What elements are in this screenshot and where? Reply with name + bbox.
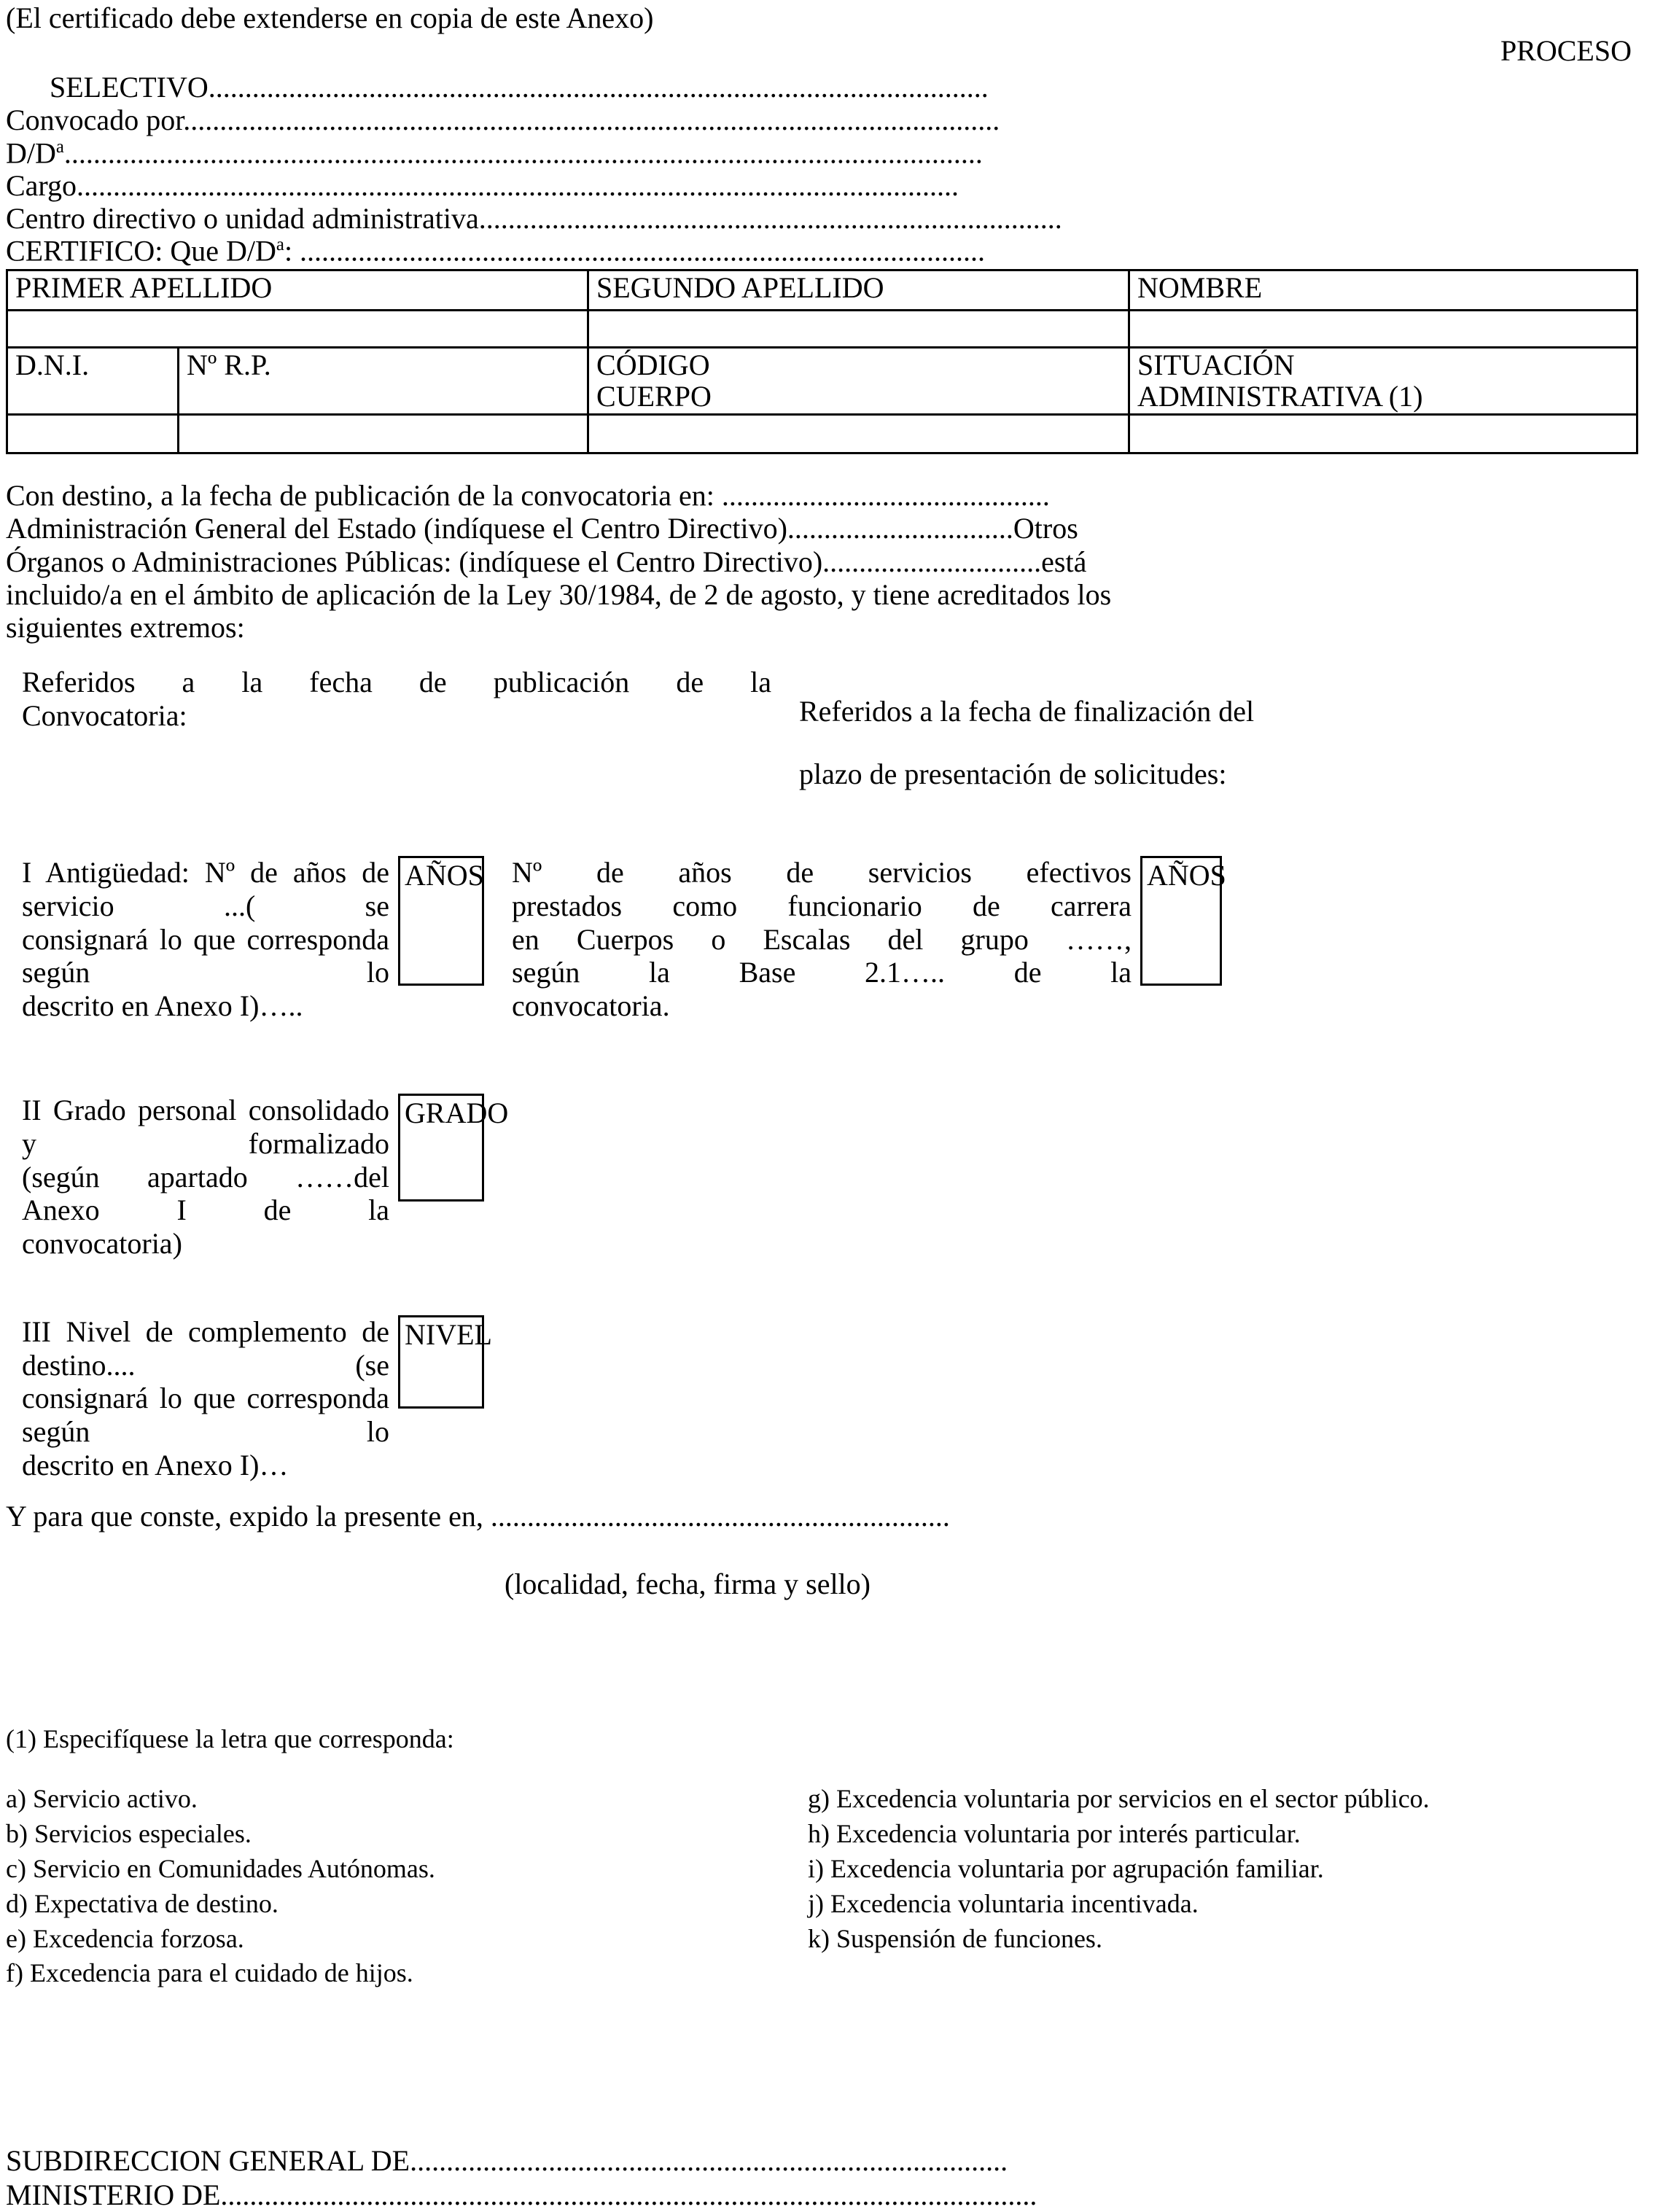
- column-headings: [6, 666, 1636, 819]
- box-nivel-label: NIVEL: [405, 1318, 492, 1352]
- identity-table: [6, 269, 1638, 454]
- footnote-item-g: g) Excedencia voluntaria por servicios en el sector público.: [808, 1784, 1430, 1814]
- box-anos-right[interactable]: [1140, 856, 1226, 986]
- input-dni[interactable]: [7, 415, 179, 453]
- input-nrp[interactable]: [179, 415, 588, 453]
- row-antiguedad: [6, 856, 1636, 1022]
- footnote-item-i: i) Excedencia voluntaria por agrupación familiar.: [808, 1853, 1324, 1883]
- left-heading-line2: Convocatoria:: [22, 698, 187, 732]
- right-heading-line1: Referidos a la fecha de finalización del: [799, 695, 1255, 728]
- box-nivel[interactable]: [398, 1315, 492, 1409]
- left-heading-line1: Referidos a la fecha de publicación de la: [22, 666, 771, 699]
- box-anos-left-label: AÑOS: [405, 859, 484, 892]
- box-anos-right-label: AÑOS: [1147, 859, 1226, 892]
- item-right-line3: en Cuerpos o Escalas del grupo ……,: [512, 922, 1132, 956]
- input-primer-apellido[interactable]: [7, 311, 588, 348]
- header-segundo-apellido: SEGUNDO APELLIDO: [588, 270, 1129, 311]
- footnote-item-k: k) Suspensión de funciones.: [808, 1923, 1102, 1953]
- row-nivel: [6, 1315, 1636, 1481]
- right-column-heading: [771, 666, 1632, 819]
- situacion-line1: SITUACIÓN: [1137, 348, 1295, 382]
- item-right-line4: según la Base 2.1….. de la: [512, 956, 1132, 989]
- item-I-line1: I Antigüedad: Nº de años de servicio ...( se: [22, 856, 389, 922]
- cargo-line: Cargo.........................................................................................................................: [6, 168, 959, 202]
- header-nrp: Nº R.P.: [179, 348, 588, 415]
- proceso-label: PROCESO: [1500, 34, 1632, 67]
- convocado-por-line: Convocado por................................................................................................................: [6, 103, 1000, 136]
- item-I-text: [6, 856, 398, 1022]
- footnote-item-b: b) Servicios especiales.: [6, 1818, 252, 1848]
- right-heading-line2: plazo de presentación de solicitudes:: [799, 757, 1227, 790]
- expido-line: Y para que conste, expido la presente en, ...............................................................: [6, 1500, 950, 1533]
- body-paragraph: [6, 479, 1639, 644]
- proceso-row: [6, 34, 1639, 71]
- input-segundo-apellido[interactable]: [588, 311, 1129, 348]
- header-codigo-cuerpo: [588, 348, 1129, 415]
- item-II-text: [6, 1094, 398, 1260]
- table-row-headers-ids: [7, 348, 1637, 415]
- item-III-line2: consignará lo que corresponda según lo: [22, 1382, 389, 1449]
- ddna-superscript: a: [55, 136, 64, 157]
- two-column-section: [6, 666, 1636, 1481]
- table-row-headers-names: [7, 270, 1637, 311]
- item-II-line2: (según apartado ……del Anexo I de la: [22, 1160, 389, 1227]
- table-row-ids-input: [7, 415, 1637, 453]
- codigo-cuerpo-line2: CUERPO: [596, 379, 712, 413]
- item-I-line2: consignará lo que corresponda según lo: [22, 922, 389, 989]
- nombre-solicitante-line: [6, 137, 1639, 170]
- body-line-2: Administración General del Estado (indíquese el Centro Directivo)...............................Otros: [6, 512, 1078, 545]
- footnote-right-column: [808, 1782, 1632, 1991]
- body-line-4: incluido/a en el ámbito de aplicación de la Ley 30/1984, de 2 de agosto, y tiene acreditados los: [6, 577, 1112, 611]
- footnote-item-h: h) Excedencia voluntaria por interés particular.: [808, 1818, 1301, 1848]
- codigo-cuerpo-line1: CÓDIGO: [596, 348, 710, 382]
- bottom-block: [6, 2144, 1639, 2212]
- item-II-line3: convocatoria): [22, 1226, 182, 1260]
- left-column-heading: [6, 666, 771, 819]
- item-III-text: [6, 1315, 398, 1481]
- item-right-line1: Nº de años de servicios efectivos: [512, 856, 1132, 889]
- header-note: (El certificado debe extenderse en copia de este Anexo): [6, 1, 654, 34]
- box-grado-label: GRADO: [405, 1097, 509, 1130]
- input-codigo-cuerpo[interactable]: [588, 415, 1129, 453]
- certifico-dots: : ..............................................................................................: [284, 234, 986, 268]
- item-III-line1: III Nivel de complemento de destino.... (se: [22, 1315, 389, 1382]
- row-grado: [6, 1094, 1636, 1260]
- header-situacion-administrativa: [1129, 348, 1637, 415]
- footnote-item-c: c) Servicio en Comunidades Autónomas.: [6, 1853, 435, 1883]
- certifico-prefix: CERTIFICO: Que D/D: [6, 234, 276, 268]
- header-nombre: NOMBRE: [1129, 270, 1637, 311]
- footnote-item-a: a) Servicio activo.: [6, 1784, 198, 1814]
- certifico-line: [6, 235, 1639, 268]
- situacion-line2: ADMINISTRATIVA (1): [1137, 379, 1423, 413]
- header-primer-apellido: PRIMER APELLIDO: [7, 270, 588, 311]
- input-nombre[interactable]: [1129, 311, 1637, 348]
- box-anos-left[interactable]: [398, 856, 484, 986]
- subdireccion-general-line: SUBDIRECCION GENERAL DE..................................................................................: [6, 2144, 1008, 2178]
- ddna-dots: ..............................................................................................................................: [63, 136, 983, 169]
- footnote-columns: [6, 1782, 1639, 1991]
- input-situacion-administrativa[interactable]: [1129, 415, 1637, 453]
- table-row-names-input: [7, 311, 1637, 348]
- ddna-prefix: D/D: [6, 136, 56, 169]
- item-right-line5: convocatoria.: [512, 989, 670, 1022]
- box-grado[interactable]: [398, 1094, 509, 1202]
- body-line-5: siguientes extremos:: [6, 610, 245, 644]
- footnote-item-f: f) Excedencia para el cuidado de hijos.: [6, 1958, 413, 1988]
- body-line-1: Con destino, a la fecha de publicación de la convocatoria en: .............................................: [6, 479, 1050, 513]
- footnote-item-e: e) Excedencia forzosa.: [6, 1923, 244, 1953]
- item-I-line3: descrito en Anexo I)…..: [22, 989, 303, 1022]
- footnote-item-j: j) Excedencia voluntaria incentivada.: [808, 1888, 1199, 1918]
- certifico-superscript: a: [276, 235, 284, 255]
- ministerio-line: MINISTERIO DE................................................................................................................: [6, 2178, 1037, 2211]
- item-right-text: [484, 856, 1140, 1022]
- footnote-item-d: d) Expectativa de destino.: [6, 1888, 279, 1918]
- selectivo-line: SELECTIVO...........................................................................................................: [50, 71, 989, 104]
- item-II-line1: II Grado personal consolidado y formalizado: [22, 1094, 389, 1160]
- centro-directivo-line: Centro directivo o unidad administrativa................................................................................: [6, 201, 1062, 235]
- item-III-line3: descrito en Anexo I)…: [22, 1448, 289, 1481]
- footnote-title: (1) Especifíquese la letra que corresponda:: [6, 1724, 454, 1754]
- item-right-line2: prestados como funcionario de carrera: [512, 889, 1132, 922]
- footnote-left-column: [6, 1782, 808, 1991]
- header-dni: D.N.I.: [7, 348, 179, 415]
- body-line-3: Órganos o Administraciones Públicas: (indíquese el Centro Directivo)..............................está: [6, 545, 1087, 578]
- localidad-fecha-firma-note: (localidad, fecha, firma y sello): [505, 1568, 871, 1601]
